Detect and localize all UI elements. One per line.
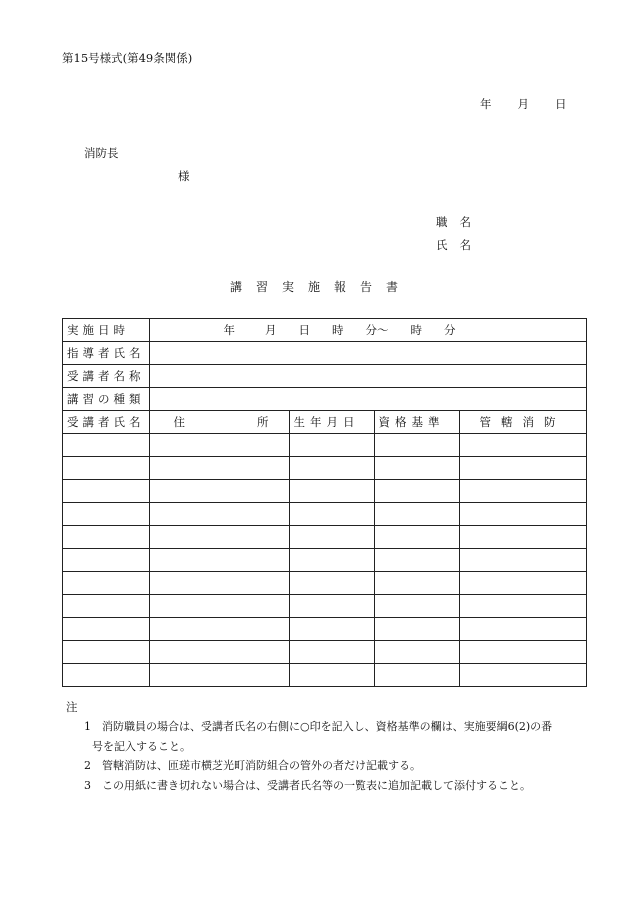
table-row <box>63 595 587 618</box>
table-cell[interactable] <box>63 526 150 549</box>
table-row <box>63 480 587 503</box>
instructor-row <box>63 342 587 365</box>
table-row <box>63 503 587 526</box>
column-header-row <box>63 411 587 434</box>
table-cell[interactable] <box>63 434 150 457</box>
position-label: 職名 <box>436 215 483 229</box>
course-type-row <box>63 388 587 411</box>
table-cell[interactable] <box>63 595 150 618</box>
col-qualification: 資格基準 <box>374 411 459 434</box>
table-row <box>63 641 587 664</box>
note-item: 1 消防職員の場合は、受講者氏名の右側に○印を記入し、資格基準の欄は、実施要綱6(2)の番 <box>84 720 553 733</box>
attendee-name-value-cell[interactable] <box>149 365 586 388</box>
note-item: 3 この用紙に書き切れない場合は、受講者氏名等の一覧表に追加記載して添付すること。 <box>84 779 531 792</box>
date-row-month: 月 <box>265 323 277 337</box>
date-row-hour-end: 時 <box>410 323 422 337</box>
form-number: 第15号様式(第49条関係) <box>62 51 193 65</box>
table-cell[interactable] <box>63 618 150 641</box>
col-jurisdiction: 管轄消防 <box>459 411 586 434</box>
addressee-honorific: 様 <box>178 169 190 183</box>
col-attendee-name: 受講者氏名 <box>63 411 150 434</box>
table-cell[interactable] <box>459 641 586 664</box>
table-cell[interactable] <box>289 503 374 526</box>
date-day-label: 日 <box>555 97 567 111</box>
table-cell[interactable] <box>149 572 289 595</box>
table-cell[interactable] <box>149 480 289 503</box>
table-cell[interactable] <box>374 526 459 549</box>
date-row-day: 日 <box>298 323 310 337</box>
col-address-1: 住 <box>173 415 185 429</box>
table-cell[interactable] <box>374 618 459 641</box>
table-cell[interactable] <box>374 641 459 664</box>
note-item: 2 管轄消防は、匝瑳市横芝光町消防組合の管外の者だけ記載する。 <box>84 759 421 772</box>
table-cell[interactable] <box>459 549 586 572</box>
table-cell[interactable] <box>149 434 289 457</box>
instructor-label: 指導者氏名 <box>63 342 150 365</box>
date-row-minute-start: 分～ <box>365 323 389 337</box>
date-label: 実施日時 <box>63 319 150 342</box>
table-cell[interactable] <box>149 595 289 618</box>
table-cell[interactable] <box>63 572 150 595</box>
table-row <box>63 434 587 457</box>
col-birthdate: 生年月日 <box>289 411 374 434</box>
date-row-hour-start: 時 <box>332 323 344 337</box>
table-cell[interactable] <box>374 595 459 618</box>
table-cell[interactable] <box>374 434 459 457</box>
table-cell[interactable] <box>289 457 374 480</box>
table-cell[interactable] <box>149 457 289 480</box>
table-cell[interactable] <box>459 618 586 641</box>
table-cell[interactable] <box>63 664 150 687</box>
table-cell[interactable] <box>289 664 374 687</box>
attendee-name-label: 受講者名称 <box>63 365 150 388</box>
table-cell[interactable] <box>374 664 459 687</box>
table-cell[interactable] <box>289 595 374 618</box>
table-row <box>63 457 587 480</box>
name-label: 氏名 <box>436 238 483 252</box>
table-cell[interactable] <box>459 480 586 503</box>
table-cell[interactable] <box>289 641 374 664</box>
table-cell[interactable] <box>374 572 459 595</box>
table-cell[interactable] <box>149 526 289 549</box>
col-address-2: 所 <box>257 415 269 429</box>
table-cell[interactable] <box>459 664 586 687</box>
submission-date <box>480 96 567 112</box>
table-row <box>63 664 587 687</box>
table-row <box>63 526 587 549</box>
table-cell[interactable] <box>459 503 586 526</box>
table-cell[interactable] <box>459 457 586 480</box>
table-cell[interactable] <box>289 549 374 572</box>
date-row-minute-end: 分 <box>444 323 456 337</box>
table-row <box>63 618 587 641</box>
table-cell[interactable] <box>149 549 289 572</box>
table-cell[interactable] <box>459 572 586 595</box>
attendee-name-row <box>63 365 587 388</box>
col-address <box>149 411 289 434</box>
table-cell[interactable] <box>289 618 374 641</box>
table-cell[interactable] <box>63 641 150 664</box>
table-cell[interactable] <box>374 549 459 572</box>
instructor-value-cell[interactable] <box>149 342 586 365</box>
table-cell[interactable] <box>149 618 289 641</box>
table-cell[interactable] <box>289 572 374 595</box>
table-cell[interactable] <box>63 549 150 572</box>
table-cell[interactable] <box>63 503 150 526</box>
table-cell[interactable] <box>374 503 459 526</box>
document-title: 講習実施報告書 <box>230 280 413 294</box>
table-cell[interactable] <box>289 480 374 503</box>
date-year-label: 年 <box>480 97 492 111</box>
table-cell[interactable] <box>149 664 289 687</box>
table-cell[interactable] <box>459 434 586 457</box>
date-row-year: 年 <box>223 323 235 337</box>
report-table <box>62 318 587 687</box>
table-cell[interactable] <box>374 457 459 480</box>
table-cell[interactable] <box>149 503 289 526</box>
table-row <box>63 549 587 572</box>
date-value-cell[interactable] <box>149 319 586 342</box>
table-cell[interactable] <box>459 595 586 618</box>
table-cell[interactable] <box>374 480 459 503</box>
course-type-value-cell[interactable] <box>149 388 586 411</box>
note-item: 号を記入すること。 <box>92 740 191 753</box>
course-type-label: 講習の種類 <box>63 388 150 411</box>
addressee-title: 消防長 <box>84 146 119 160</box>
table-cell[interactable] <box>63 480 150 503</box>
notes-heading: 注 <box>66 700 78 714</box>
table-cell[interactable] <box>289 526 374 549</box>
date-row <box>63 319 587 342</box>
table-cell[interactable] <box>63 457 150 480</box>
table-row <box>63 572 587 595</box>
table-cell[interactable] <box>149 641 289 664</box>
table-cell[interactable] <box>459 526 586 549</box>
table-cell[interactable] <box>289 434 374 457</box>
date-month-label: 月 <box>517 97 529 111</box>
